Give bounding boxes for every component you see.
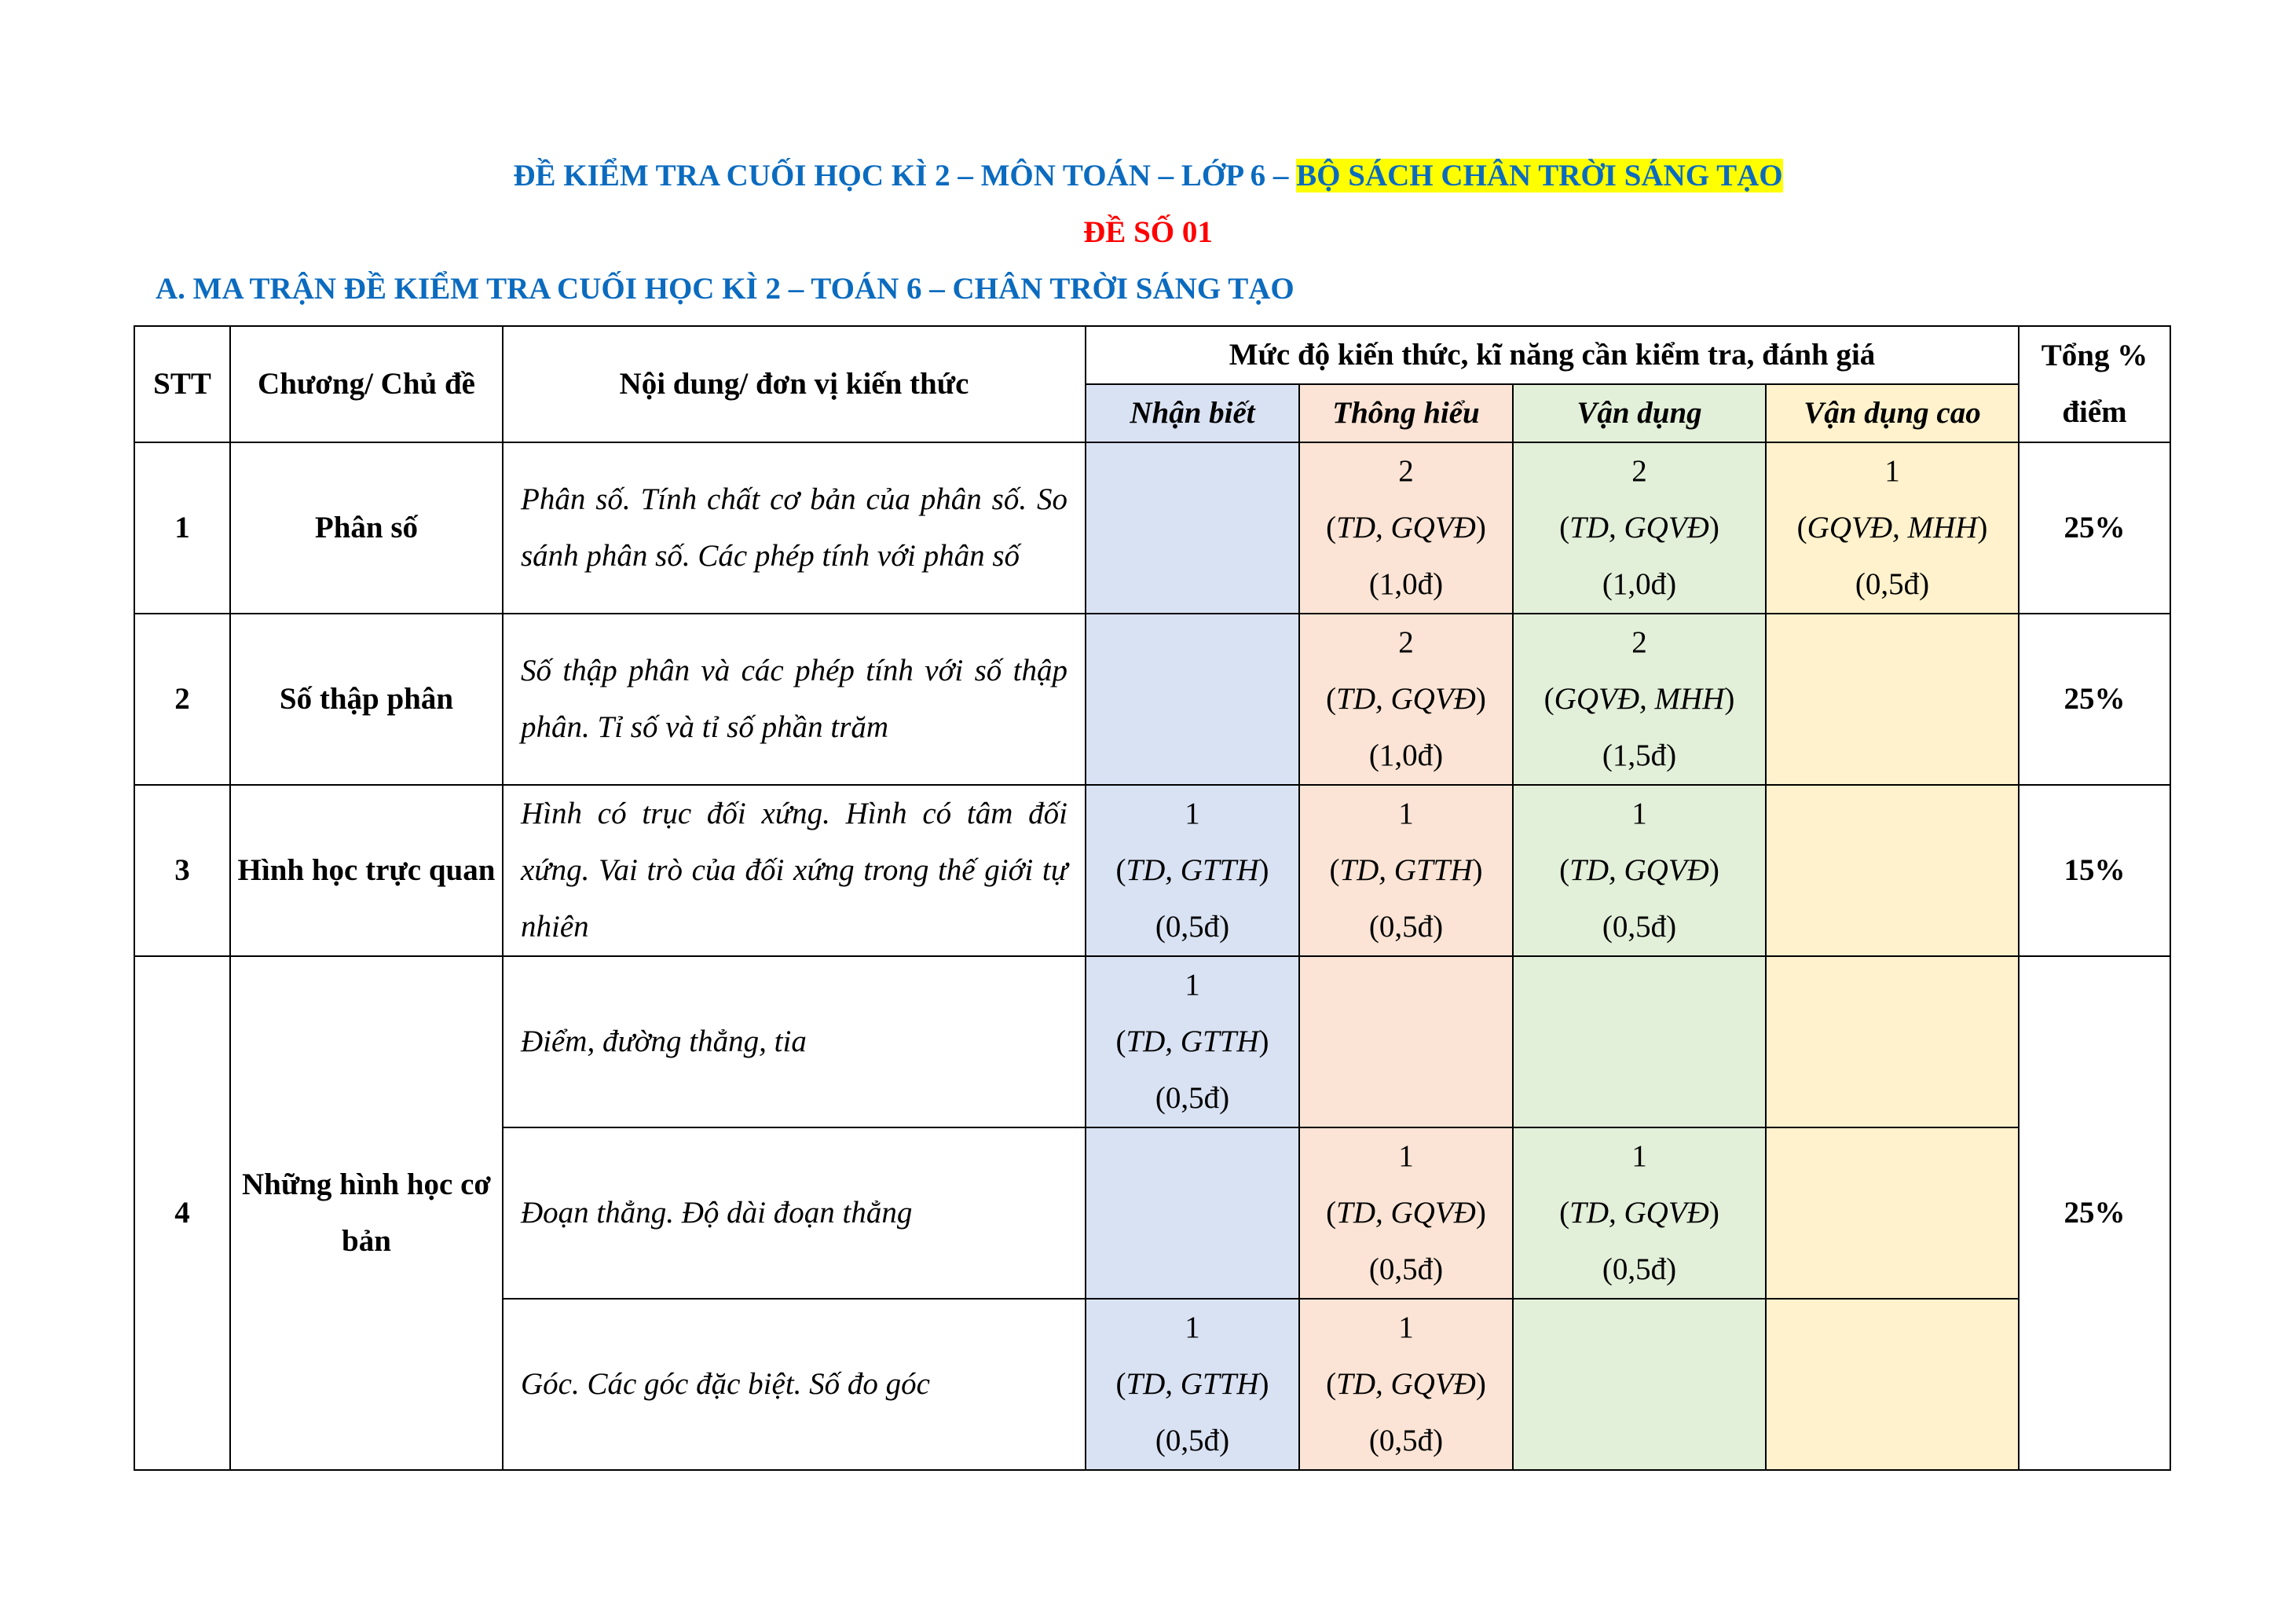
row-stt: 2 [134, 614, 230, 785]
cell-thong-hieu: 1 (TD, GTTH) (0,5đ) [1299, 785, 1513, 956]
row-total: 25% [2019, 442, 2170, 614]
row-content: Đoạn thẳng. Độ dài đoạn thẳng [503, 1127, 1086, 1299]
cell-van-dung [1513, 1299, 1766, 1470]
row-content: Phân số. Tính chất cơ bản của phân số. So sánh phân số. Các phép tính với phân số [503, 442, 1086, 614]
cell-van-dung: 2 (GQVĐ, MHH) (1,5đ) [1513, 614, 1766, 785]
header-stt: STT [134, 326, 230, 442]
cell-thong-hieu: 2 (TD, GQVĐ) (1,0đ) [1299, 614, 1513, 785]
table-row [134, 614, 2170, 785]
row-total: 25% [2019, 956, 2170, 1470]
cell-van-dung-cao [1766, 785, 2019, 956]
table-row [134, 785, 2170, 956]
header-levels: Mức độ kiến thức, kĩ năng cần kiểm tra, đánh giá [1086, 326, 2019, 384]
exam-matrix-table [134, 325, 2171, 1471]
cell-nhan-biet: 1 (TD, GTTH) (0,5đ) [1086, 1299, 1299, 1470]
row-stt: 4 [134, 956, 230, 1470]
cell-nhan-biet [1086, 1127, 1299, 1299]
header-content: Nội dung/ đơn vị kiến thức [503, 326, 1086, 442]
row-chapter: Số thập phân [230, 614, 503, 785]
cell-van-dung-cao [1766, 1127, 2019, 1299]
section-heading: A. MA TRẬN ĐỀ KIỂM TRA CUỐI HỌC KÌ 2 – TOÁN 6 – CHÂN TRỜI SÁNG TẠO [156, 272, 1294, 306]
row-chapter: Những hình học cơ bản [230, 956, 503, 1470]
header-van-dung-cao: Vận dụng cao [1766, 384, 2019, 442]
row-content: Góc. Các góc đặc biệt. Số đo góc [503, 1299, 1086, 1470]
cell-nhan-biet [1086, 442, 1299, 614]
cell-nhan-biet: 1 (TD, GTTH) (0,5đ) [1086, 785, 1299, 956]
title-highlight: BỘ SÁCH CHÂN TRỜI SÁNG TẠO [1296, 159, 1783, 192]
table-header-row [134, 326, 2170, 384]
row-content: Số thập phân và các phép tính với số thập phân. Tỉ số và tỉ số phần trăm [503, 614, 1086, 785]
cell-van-dung-cao [1766, 956, 2019, 1127]
cell-thong-hieu [1299, 956, 1513, 1127]
header-chapter: Chương/ Chủ đề [230, 326, 503, 442]
page-title [0, 154, 2296, 198]
row-content: Điểm, đường thẳng, tia [503, 956, 1086, 1127]
row-content: Hình có trục đối xứng. Hình có tâm đối xứng. Vai trò của đối xứng trong thế giới tự nhiên [503, 785, 1086, 956]
cell-van-dung-cao [1766, 1299, 2019, 1470]
table-row [134, 442, 2170, 614]
cell-nhan-biet [1086, 614, 1299, 785]
table-row [134, 956, 2170, 1127]
exam-number: ĐỀ SỐ 01 [1083, 215, 1213, 249]
row-total: 25% [2019, 614, 2170, 785]
row-total: 15% [2019, 785, 2170, 956]
header-nhan-biet: Nhận biết [1086, 384, 1299, 442]
row-stt: 1 [134, 442, 230, 614]
cell-van-dung: 2 (TD, GQVĐ) (1,0đ) [1513, 442, 1766, 614]
cell-thong-hieu: 1 (TD, GQVĐ) (0,5đ) [1299, 1127, 1513, 1299]
cell-van-dung: 1 (TD, GQVĐ) (0,5đ) [1513, 785, 1766, 956]
title-main: ĐỀ KIỂM TRA CUỐI HỌC KÌ 2 – MÔN TOÁN – LỚP 6 – [513, 159, 1297, 192]
cell-thong-hieu: 1 (TD, GQVĐ) (0,5đ) [1299, 1299, 1513, 1470]
cell-van-dung-cao [1766, 614, 2019, 785]
cell-thong-hieu: 2 (TD, GQVĐ) (1,0đ) [1299, 442, 1513, 614]
cell-nhan-biet: 1 (TD, GTTH) (0,5đ) [1086, 956, 1299, 1127]
row-chapter: Hình học trực quan [230, 785, 503, 956]
header-total: Tổng % điểm [2019, 326, 2170, 442]
cell-van-dung [1513, 956, 1766, 1127]
cell-van-dung-cao: 1 (GQVĐ, MHH) (0,5đ) [1766, 442, 2019, 614]
header-van-dung: Vận dụng [1513, 384, 1766, 442]
cell-van-dung: 1 (TD, GQVĐ) (0,5đ) [1513, 1127, 1766, 1299]
row-chapter: Phân số [230, 442, 503, 614]
row-stt: 3 [134, 785, 230, 956]
header-thong-hieu: Thông hiểu [1299, 384, 1513, 442]
